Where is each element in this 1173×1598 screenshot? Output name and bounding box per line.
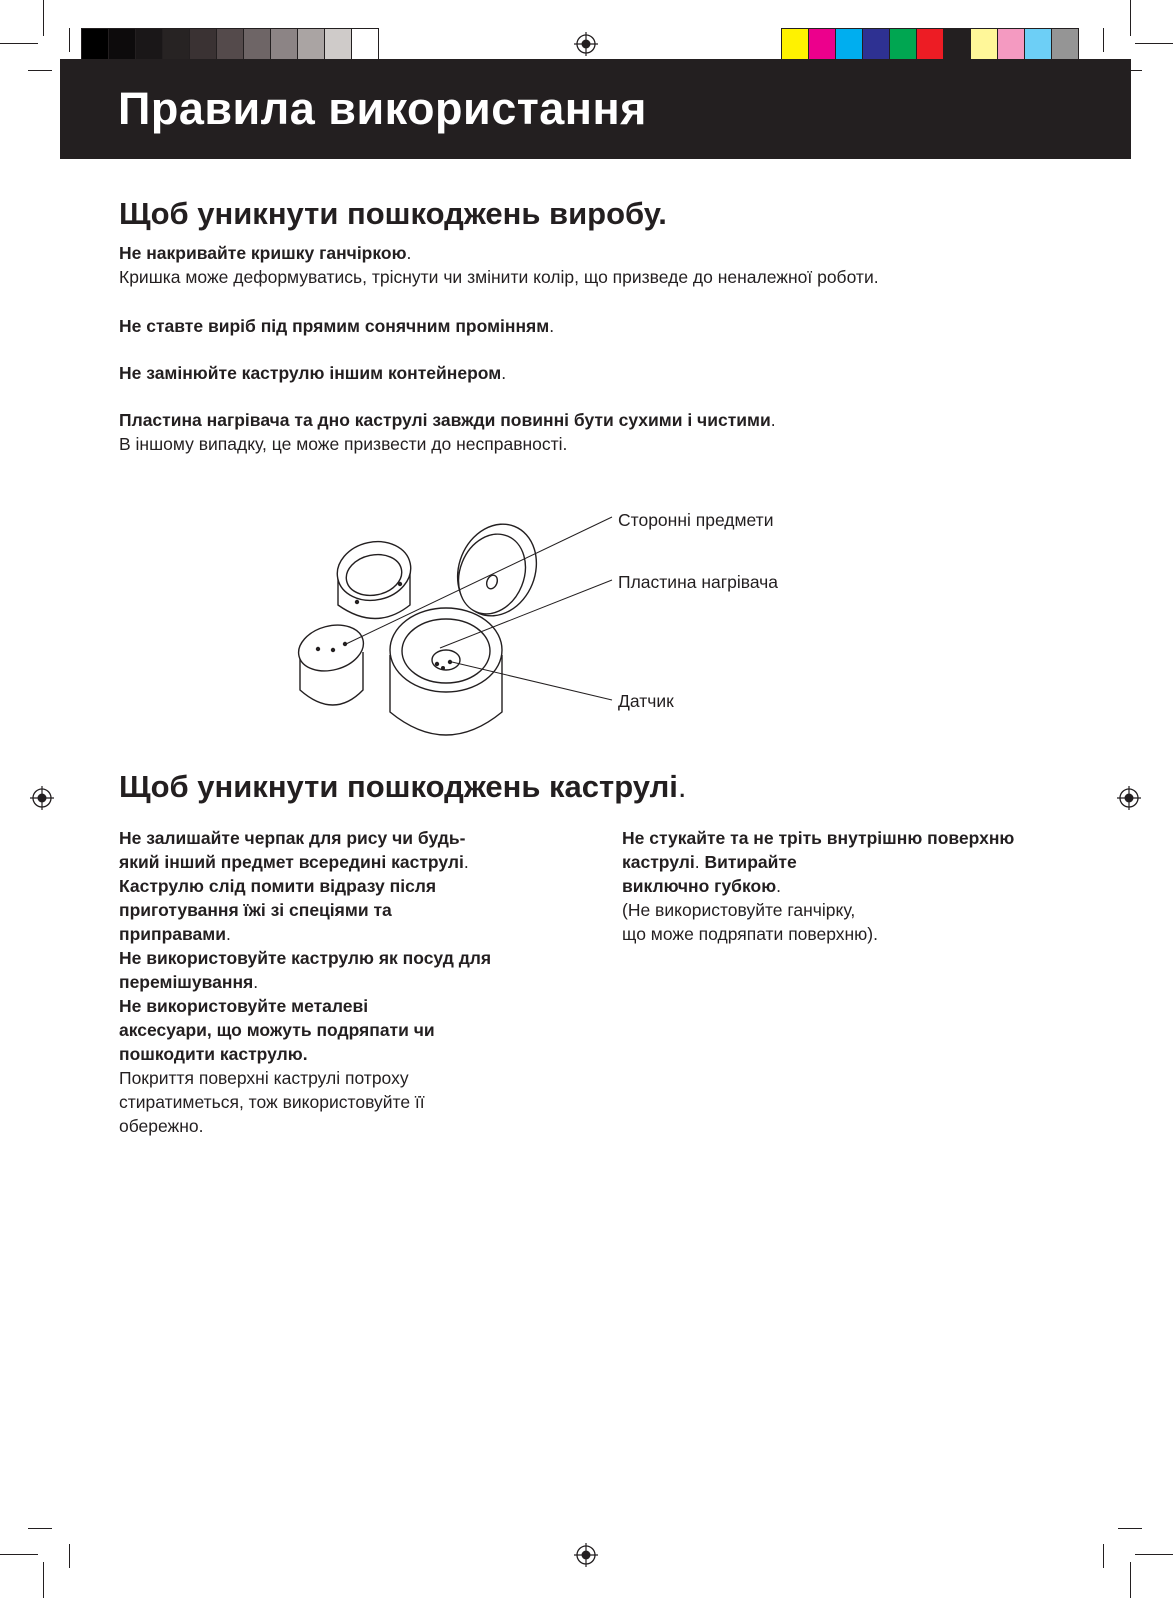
pot-rules-left [119, 826, 599, 1138]
punctuation: . [406, 243, 412, 263]
grayscale-color-bar [81, 28, 379, 60]
rule-sunlight [119, 314, 1079, 338]
rule-line: Витирайте [704, 852, 797, 872]
color-swatch [998, 29, 1025, 59]
diagram-label-foreign-objects: Сторонні предмети [618, 510, 774, 530]
rice-cooker-diagram [290, 500, 630, 740]
crop-mark [28, 1528, 52, 1529]
registration-mark-icon [574, 32, 598, 56]
crop-mark [1103, 28, 1104, 52]
color-swatch [782, 29, 809, 59]
crop-mark [0, 43, 38, 44]
gray-swatch [163, 29, 190, 59]
rule-line: стиратиметься, тож використовуйте її [119, 1092, 425, 1112]
rule-line: Не стукайте та не тріть внутрішню поверхню [622, 828, 1015, 848]
rule-line: каструлі [622, 852, 695, 872]
cmyk-color-bar [781, 28, 1079, 60]
color-swatch [809, 29, 836, 59]
crop-mark [1130, 1562, 1131, 1598]
punctuation: . [253, 972, 259, 992]
crop-mark [69, 1544, 70, 1568]
diagram-label-heater-plate: Пластина нагрівача [618, 572, 779, 592]
rule-line: виключно губкою [622, 876, 777, 896]
rule-line: (Не використовуйте ганчірку, [622, 900, 856, 920]
crop-mark [1130, 0, 1131, 36]
page-title: Правила використання [118, 83, 647, 134]
crop-mark [69, 28, 70, 52]
rule-line: приправами [119, 924, 226, 944]
registration-mark-icon [1117, 786, 1141, 810]
rule-line: обережно. [119, 1116, 204, 1136]
gray-swatch [271, 29, 298, 59]
rule-line: Не використовуйте металеві [119, 996, 369, 1016]
rule-lid-cover [119, 241, 1079, 289]
registration-mark-icon [30, 786, 54, 810]
crop-mark [1118, 1528, 1142, 1529]
punctuation: . [463, 852, 469, 872]
gray-swatch [136, 29, 163, 59]
pot-rules-right [622, 826, 1142, 946]
gray-swatch [109, 29, 136, 59]
color-swatch [890, 29, 917, 59]
color-swatch [836, 29, 863, 59]
gray-swatch [298, 29, 325, 59]
rule-line: приготування їжі зі спеціями та [119, 900, 392, 920]
crop-mark [43, 1562, 44, 1598]
section-heading-pot [119, 769, 687, 805]
crop-mark [1135, 43, 1173, 44]
rule-title: Не ставте виріб під прямим сонячним промінням [119, 316, 550, 336]
punctuation: . [776, 876, 782, 896]
crop-mark [1103, 1544, 1104, 1568]
color-swatch [917, 29, 944, 59]
gray-swatch [325, 29, 352, 59]
gray-swatch [190, 29, 217, 59]
rule-heater-plate [119, 408, 1079, 456]
gray-swatch [82, 29, 109, 59]
rule-line: пошкодити каструлю. [119, 1044, 308, 1064]
rule-title: Не накривайте кришку ганчіркою [119, 243, 407, 263]
rule-line: Каструлю слід помити відразу після [119, 876, 437, 896]
punctuation: . [549, 316, 555, 336]
color-swatch [863, 29, 890, 59]
page-header [60, 59, 1131, 159]
rule-text: Кришка може деформуватись, тріснути чи змінити колір, що призведе до неналежної роботи. [119, 267, 879, 287]
punctuation: . [225, 924, 231, 944]
rule-line: що може подряпати поверхню). [622, 924, 878, 944]
rule-line: який інший предмет всередині каструлі [119, 852, 464, 872]
rule-container [119, 361, 1079, 385]
crop-mark [28, 70, 52, 71]
rule-line: Не використовуйте каструлю як посуд для [119, 948, 492, 968]
rule-line: перемішування [119, 972, 254, 992]
diagram-label-sensor: Датчик [618, 691, 674, 711]
crop-mark [43, 0, 44, 36]
registration-mark-icon [574, 1543, 598, 1567]
color-swatch [1025, 29, 1052, 59]
punctuation: . [694, 852, 705, 872]
gray-swatch [244, 29, 271, 59]
punctuation: . [677, 769, 687, 804]
color-swatch [944, 29, 971, 59]
punctuation: . [501, 363, 507, 383]
gray-swatch [352, 29, 378, 59]
rule-line: Покриття поверхні каструлі потроху [119, 1068, 409, 1088]
rule-title: Не замінюйте каструлю іншим контейнером [119, 363, 502, 383]
rule-line: Не залишайте черпак для рису чи будь- [119, 828, 466, 848]
section-heading-product: Щоб уникнути пошкоджень виробу. [119, 196, 667, 231]
crop-mark [1135, 1554, 1173, 1555]
punctuation: . [770, 410, 776, 430]
rule-line: аксесуари, що можуть подряпати чи [119, 1020, 435, 1040]
heading-text: Щоб уникнути пошкоджень каструлі [119, 769, 678, 804]
color-swatch [971, 29, 998, 59]
gray-swatch [217, 29, 244, 59]
crop-mark [0, 1554, 38, 1555]
rule-text: В іншому випадку, це може призвести до несправності. [119, 434, 568, 454]
color-swatch [1052, 29, 1078, 59]
rule-title: Пластина нагрівача та дно каструлі завжди повинні бути сухими і чистими [119, 410, 771, 430]
